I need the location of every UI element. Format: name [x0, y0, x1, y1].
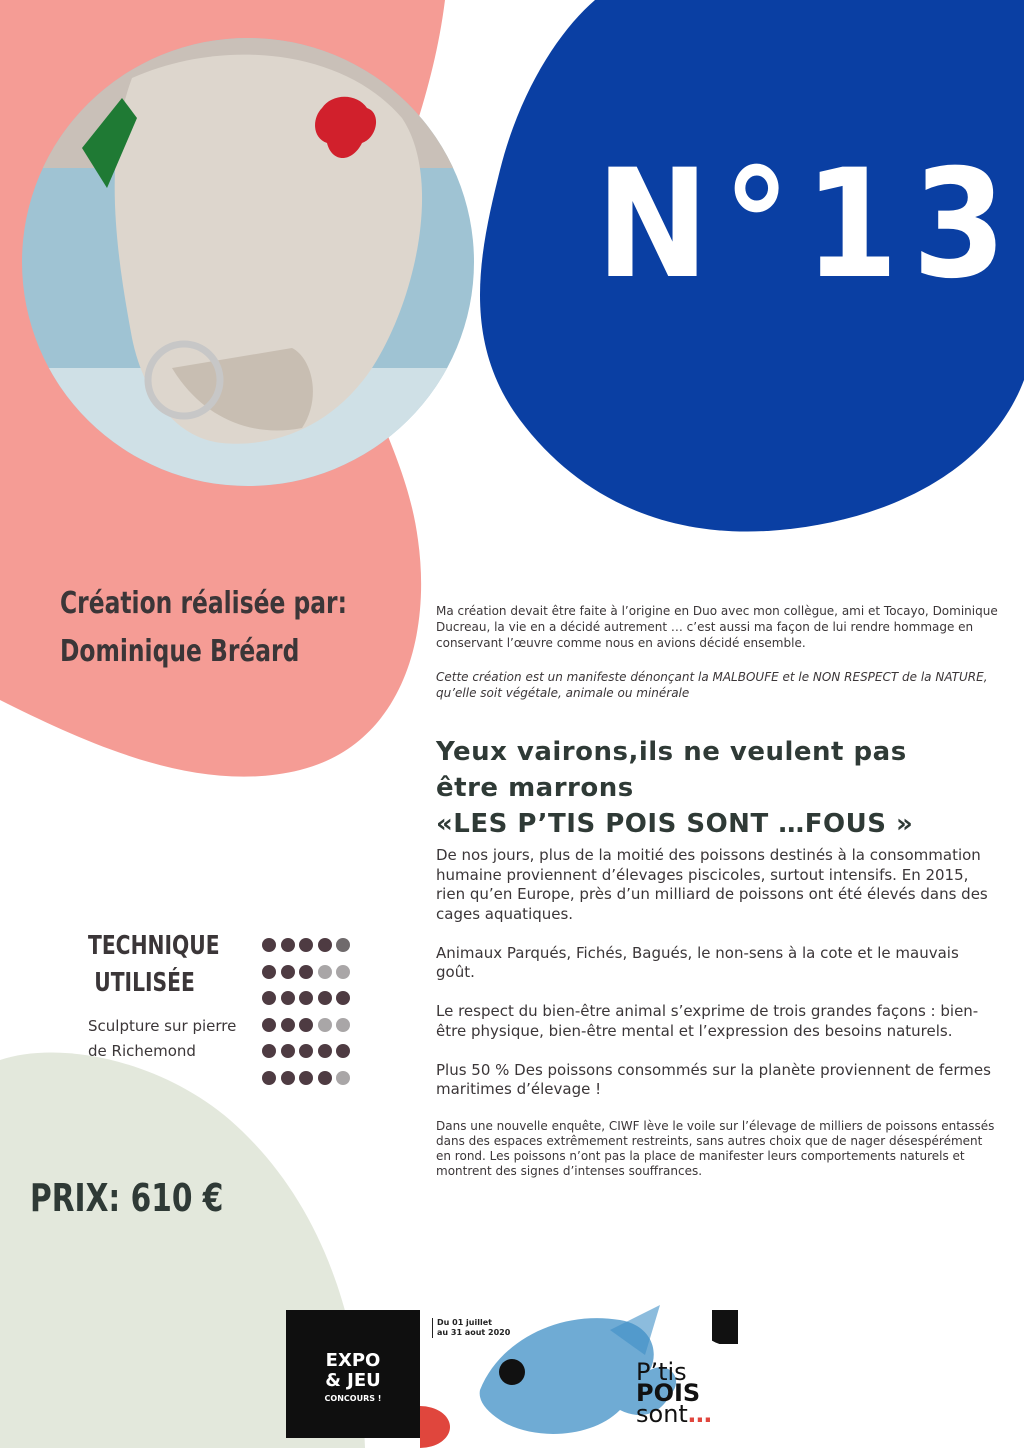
dot: [318, 991, 332, 1005]
logo-line-2: & JEU: [325, 1370, 381, 1391]
ptis-pois-brand: [636, 1358, 712, 1428]
black-half-circle-icon: [712, 1310, 738, 1344]
creator-name: Dominique Bréard: [60, 634, 300, 669]
dot: [299, 1018, 313, 1032]
dot: [336, 1018, 350, 1032]
artwork-description: [436, 846, 996, 1199]
sculpture-photo: [22, 38, 474, 486]
red-half-circle-icon: [420, 1406, 450, 1448]
intro-text: [436, 603, 1001, 719]
catalog-number: N°13: [596, 138, 1021, 312]
dot: [281, 1071, 295, 1085]
dot: [299, 1071, 313, 1085]
technique-heading: [88, 928, 220, 1002]
brand-dots: …: [687, 1400, 712, 1428]
brand-line-1: P’tis: [636, 1358, 687, 1386]
technique-heading-line-2: UTILISÉE: [94, 968, 195, 998]
dot: [299, 965, 313, 979]
title-line-2: être marrons: [436, 773, 634, 803]
dates-line-1: Du 01 juillet: [437, 1318, 492, 1327]
dot: [336, 1071, 350, 1085]
dot: [262, 965, 276, 979]
logo-line-3: CONCOURS !: [324, 1394, 382, 1403]
dot: [281, 1018, 295, 1032]
dot: [336, 938, 350, 952]
creator-label: Création réalisée par:: [60, 586, 347, 621]
dot: [281, 991, 295, 1005]
dot: [281, 1044, 295, 1058]
rating-dots: [262, 938, 355, 1097]
dot: [318, 1071, 332, 1085]
dot: [336, 1044, 350, 1058]
dot: [262, 991, 276, 1005]
dot-row: [262, 991, 355, 1018]
dot: [262, 938, 276, 952]
brand-line-3: sont: [636, 1400, 688, 1428]
body-paragraph-5: Dans une nouvelle enquête, CIWF lève le voile sur l’élevage de milliers de poissons entassés dans des espaces extrêmement restreints, sans autres choix que de nager désespérément en rond. Les poissons n’ont pas la place de manifester leurs comportements naturels et montrent des signes d’intenses souffrances.: [436, 1119, 995, 1178]
dot: [299, 1044, 313, 1058]
dot: [281, 965, 295, 979]
dates-line-2: au 31 aout 2020: [437, 1328, 511, 1337]
artwork-title: [436, 734, 996, 842]
sculpture-illustration: [22, 38, 474, 486]
body-paragraph-4: Plus 50 % Des poissons consommés sur la planète proviennent de fermes maritimes d’élevage !: [436, 1060, 991, 1098]
dot-row: [262, 1018, 355, 1045]
dot: [262, 1018, 276, 1032]
dot: [299, 991, 313, 1005]
brand-line-2: POIS: [636, 1379, 701, 1407]
dot: [318, 965, 332, 979]
technique-heading-line-1: TECHNIQUE: [88, 931, 220, 961]
title-line-3: «LES P’TIS POIS SONT …FOUS »: [436, 809, 914, 839]
dot: [318, 1018, 332, 1032]
dot-row: [262, 1071, 355, 1098]
body-paragraph-3: Le respect du bien-être animal s’exprime de trois grandes façons : bien-être physique, bien-être mental et l’expression des besoins naturels.: [436, 1002, 979, 1040]
title-line-1: Yeux vairons,ils ne veulent pas: [436, 737, 907, 767]
logo-line-1: EXPO: [325, 1350, 381, 1371]
dot-row: [262, 938, 355, 965]
manifesto-paragraph: Cette création est un manifeste dénonçant la MALBOUFE et le NON RESPECT de la NATURE, qu’elle soit végétale, animale ou minérale: [436, 670, 988, 700]
dot: [281, 938, 295, 952]
dot-row: [262, 1044, 355, 1071]
expo-jeu-logo: [286, 1310, 420, 1438]
brand-line-3-wrap: [636, 1400, 712, 1428]
dot: [336, 991, 350, 1005]
price: PRIX: 610 €: [30, 1176, 224, 1220]
dot: [336, 965, 350, 979]
dot-row: [262, 965, 355, 992]
dot: [262, 1071, 276, 1085]
dot: [318, 938, 332, 952]
technique-description: Sculpture sur pierre de Richemond: [88, 1017, 237, 1060]
dot: [318, 1044, 332, 1058]
body-paragraph-2: Animaux Parqués, Fichés, Bagués, le non-sens à la cote et le mauvais goût.: [436, 943, 959, 981]
dot: [299, 938, 313, 952]
body-paragraph-1: De nos jours, plus de la moitié des poissons destinés à la consommation humaine proviennent d’élevages piscicoles, surtout intensifs. En 2015, rien qu’en Europe, près d’un milliard de poissons ont été élevés dans des cages aquatiques.: [436, 846, 988, 923]
dot: [262, 1044, 276, 1058]
intro-paragraph: Ma création devait être faite à l’origine en Duo avec mon collègue, ami et Tocayo, Dominique Ducreau, la vie en a décidé autrement … c’est aussi ma façon de lui rendre hommage en conservant l’œuvre comme nous en avions décidé ensemble.: [436, 604, 998, 650]
